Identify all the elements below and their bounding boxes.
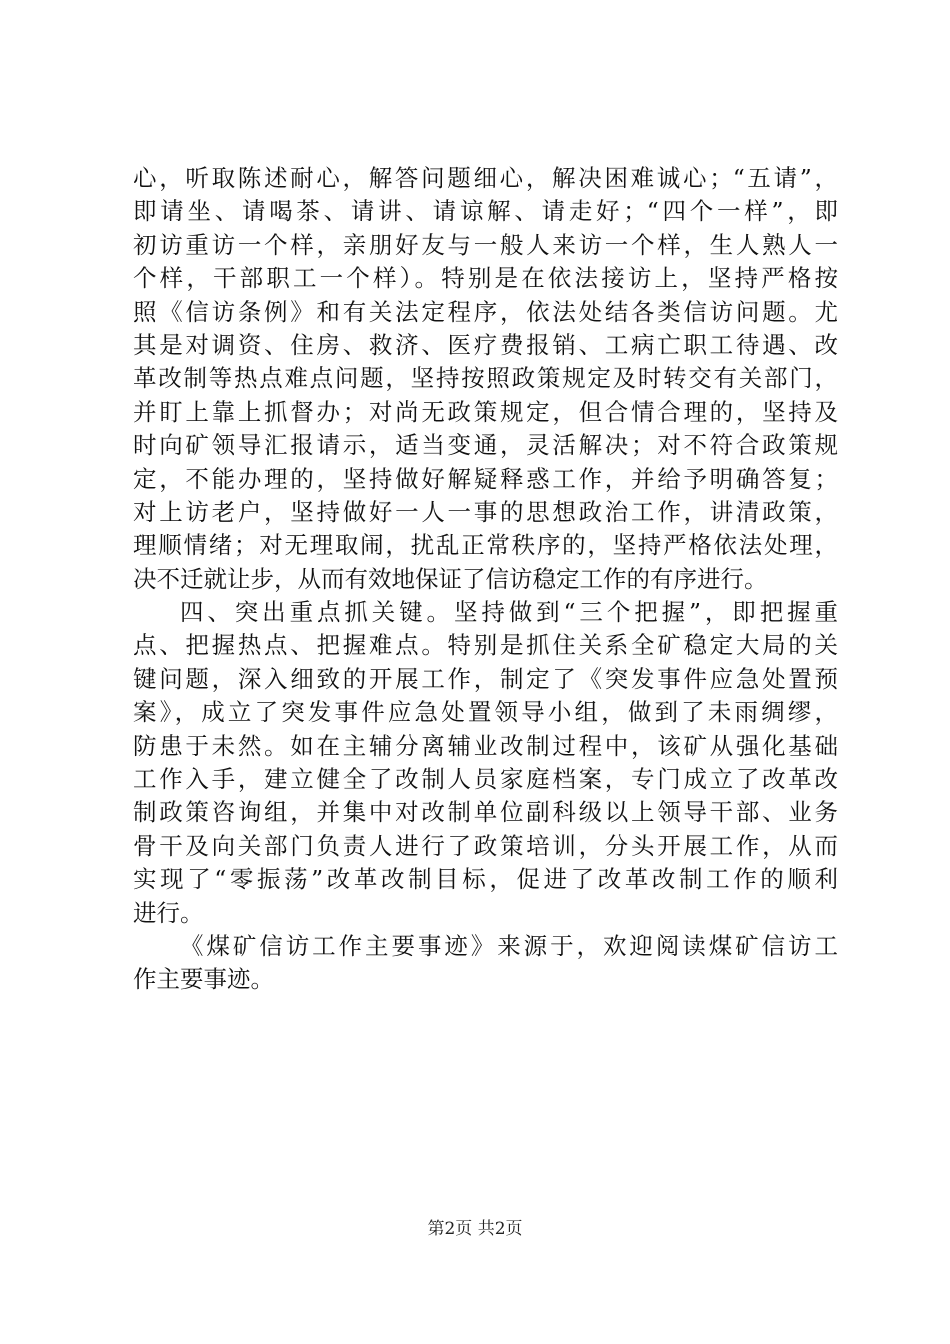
text-line: 理顺情绪；对无理取闹，扰乱正常秩序的，坚持严格依法处理， xyxy=(133,531,838,560)
text-line: 革改制等热点难点问题，坚持按照政策规定及时转交有关部门， xyxy=(133,364,838,393)
page-number-footer: 第2页 共2页 xyxy=(427,1219,523,1239)
text-line: 心，听取陈述耐心，解答问题细心，解决困难诚心；“五请”， xyxy=(133,164,838,192)
text-line: 定，不能办理的，坚持做好解疑释惑工作，并给予明确答复； xyxy=(133,464,838,493)
text-line: 作主要事迹。 xyxy=(133,965,274,994)
text-line: 点、把握热点、把握难点。特别是抓住关系全矿稳定大局的关 xyxy=(133,631,838,660)
text-line: 防患于未然。如在主辅分离辅业改制过程中，该矿从强化基础 xyxy=(133,731,838,760)
text-line: 初访重访一个样，亲朋好友与一般人来访一个样，生人熟人一 xyxy=(133,230,838,259)
text-line: 对上访老户，坚持做好一人一事的思想政治工作，讲清政策， xyxy=(133,497,838,526)
text-line: 案》，成立了突发事件应急处置领导小组，做到了未雨绸缪， xyxy=(133,698,838,727)
text-line: 照《信访条例》和有关法定程序，依法处结各类信访问题。尤 xyxy=(133,297,838,326)
text-line: 其是对调资、住房、救济、医疗费报销、工病亡职工待遇、改 xyxy=(133,330,838,359)
text-line: 个样，干部职工一个样）。特别是在依法接访上，坚持严格按 xyxy=(133,264,838,293)
text-line: 实现了“零振荡”改革改制目标，促进了改革改制工作的顺利 xyxy=(133,865,838,894)
document-body xyxy=(133,162,838,997)
text-line: 四、突出重点抓关键。坚持做到“三个把握”，即把握重 xyxy=(180,598,838,627)
text-line: 工作入手，建立健全了改制人员家庭档案，专门成立了改革改 xyxy=(133,765,838,794)
text-line: 键问题，深入细致的开展工作，制定了《突发事件应急处置预 xyxy=(133,664,838,693)
text-line: 骨干及向关部门负责人进行了政策培训，分头开展工作，从而 xyxy=(133,831,838,860)
text-line: 并盯上靠上抓督办；对尚无政策规定，但合情合理的，坚持及 xyxy=(133,397,838,426)
text-line: 《煤矿信访工作主要事迹》来源于，欢迎阅读煤矿信访工 xyxy=(180,931,838,960)
text-line: 制政策咨询组，并集中对改制单位副科级以上领导干部、业务 xyxy=(133,798,838,827)
paragraph-1 xyxy=(133,162,838,596)
paragraph-2 xyxy=(133,596,838,930)
paragraph-3 xyxy=(133,930,838,997)
text-line: 决不迁就让步，从而有效地保证了信访稳定工作的有序进行。 xyxy=(133,564,768,593)
text-line: 即请坐、请喝茶、请讲、请谅解、请走好；“四个一样”，即 xyxy=(133,197,838,226)
text-line: 时向矿领导汇报请示，适当变通，灵活解决；对不符合政策规 xyxy=(133,431,838,460)
text-line: 进行。 xyxy=(133,898,204,927)
